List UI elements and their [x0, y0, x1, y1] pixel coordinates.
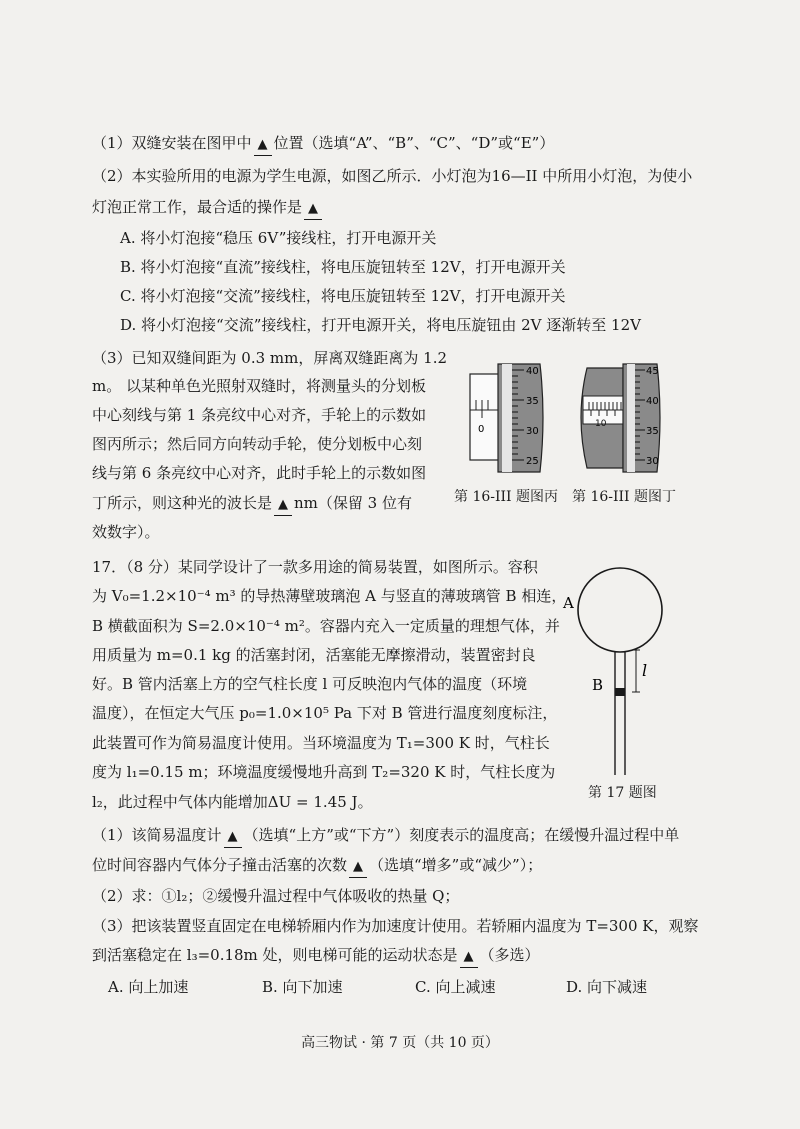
- q16-part3-line1: （3）已知双缝间距为 0.3 mm，屏离双缝距离为 1.2: [92, 349, 448, 367]
- q16-part2-line1: （2）本实验所用的电源为学生电源，如图乙所示．小灯泡为16—II 中所用小灯泡，为使小: [92, 167, 693, 185]
- q16-option-a: A. 将小灯泡接“稳压 6V”接线柱，打开电源开关: [120, 229, 437, 247]
- drum-label: 35: [526, 396, 539, 407]
- label-l: l: [642, 661, 648, 680]
- answer-blank: ▲: [274, 495, 292, 516]
- q16-part3-line3: 中心刻线与第 1 条亮纹中心对齐，手轮上的示数如: [92, 406, 427, 424]
- q17-part1-suffix: （选填“上方”或“下方”）刻度表示的温度高；在缓慢升温过程中单: [243, 826, 680, 844]
- drum-label: 35: [646, 426, 659, 437]
- answer-blank: ▲: [304, 199, 322, 220]
- q16-part3-line5: 线与第 6 条亮纹中心对齐，此时手轮上的示数如图: [92, 464, 427, 482]
- q17-line4: 用质量为 m=0.1 kg 的活塞封闭，活塞能无摩擦滑动，装置密封良: [92, 646, 536, 664]
- q16-part3-line4: 图丙所示；然后同方向转动手轮，使分划板中心刻: [92, 435, 423, 453]
- q17-line6: 温度），在恒定大气压 p₀=1.0×10⁵ Pa 下对 B 管进行温度刻度标注，: [92, 704, 558, 722]
- main-scale-label: 0: [478, 424, 485, 435]
- q17-line5: 好。B 管内活塞上方的空气柱长度 l 可反映泡内气体的温度（环境: [92, 675, 528, 693]
- q16-part1-prefix: （1）双缝安装在图甲中: [92, 134, 252, 152]
- q17-part1-line2-prefix: 位时间容器内气体分子撞击活塞的次数: [92, 856, 348, 874]
- answer-blank: ▲: [254, 135, 272, 156]
- q17-part1-line1: [92, 825, 679, 848]
- answer-blank: ▲: [224, 827, 242, 848]
- page-footer: 高三物试 · 第 7 页（共 10 页）: [301, 1035, 499, 1051]
- q16-part1-suffix: 位置（选填“A”、“B”、“C”、“D”或“E”）: [273, 134, 555, 152]
- q17-part1-prefix: （1）该简易温度计: [92, 826, 222, 844]
- q16-option-c: C. 将小灯泡接“交流”接线柱，将电压旋钮转至 12V，打开电源开关: [120, 287, 566, 305]
- q16-option-b: B. 将小灯泡接“直流”接线柱，将电压旋钮转至 12V，打开电源开关: [120, 258, 566, 276]
- q17-part3-line2-suffix: （多选）: [479, 946, 540, 964]
- bulb-tube-figure: [560, 560, 700, 780]
- q17-option-d: D. 向下减速: [566, 978, 648, 996]
- q16-option-d: D. 将小灯泡接“交流”接线柱，打开电源开关，将电压旋钮由 2V 逐渐转至 12V: [120, 316, 641, 334]
- q17-option-b: B. 向下加速: [262, 978, 343, 996]
- q17-part2: （2）求：①l₂；②缓慢升温过程中气体吸收的热量 Q；: [92, 887, 460, 905]
- q16-part2-line2-prefix: 灯泡正常工作，最合适的操作是: [92, 198, 303, 216]
- figure-caption-bing: 第 16-III 题图丙: [454, 489, 559, 505]
- drum-label: 30: [526, 426, 539, 437]
- q17-part1-line2: [92, 855, 542, 878]
- figure-caption-17: 第 17 题图: [588, 785, 657, 801]
- main-scale-label: 10: [595, 419, 607, 429]
- answer-blank: ▲: [349, 857, 367, 878]
- q16-part2-line2: [92, 197, 324, 220]
- q17-line7: 此装置可作为简易温度计使用。当环境温度为 T₁=300 K 时，气柱长: [92, 734, 550, 752]
- q17-option-a: A. 向上加速: [108, 978, 189, 996]
- micrometer-figure-bing: [468, 362, 568, 474]
- q17-part1-line2-suffix: （选填“增多”或“减少”）；: [369, 856, 543, 874]
- q16-part3-line6-suffix: nm（保留 3 位有: [294, 494, 412, 512]
- q17-part3-line1: （3）把该装置竖直固定在电梯轿厢内作为加速度计使用。若轿厢内温度为 T=300 K，观察: [92, 917, 699, 935]
- figure-caption-ding: 第 16-III 题图丁: [572, 489, 677, 505]
- q16-part3-line6: [92, 493, 412, 516]
- q17-line1: 17．（8 分）某同学设计了一款多用途的简易装置，如图所示。容积: [92, 558, 538, 576]
- q16-part3-line2: m。 以某种单色光照射双缝时，将测量头的分划板: [92, 377, 426, 395]
- q17-line8: 度为 l₁=0.15 m；环境温度缓慢地升高到 T₂=320 K 时，气柱长度为: [92, 763, 556, 781]
- q16-part1: [92, 133, 554, 156]
- drum-label: 40: [646, 396, 659, 407]
- drum-label: 30: [646, 456, 659, 467]
- q17-option-c: C. 向上减速: [415, 978, 496, 996]
- q17-part3-line2: [92, 945, 540, 968]
- micrometer-figure-ding: [573, 362, 683, 474]
- piston: [615, 688, 625, 696]
- drum-label: 25: [526, 456, 539, 467]
- q16-part3-line6-prefix: 丁所示，则这种光的波长是: [92, 494, 273, 512]
- answer-blank: ▲: [460, 947, 478, 968]
- q16-part3-line7: 效数字）。: [92, 523, 160, 541]
- q17-line2: 为 V₀=1.2×10⁻⁴ m³ 的导热薄壁玻璃泡 A 与竖直的薄玻璃管 B 相连，: [92, 587, 567, 605]
- drum-label: 40: [526, 366, 539, 377]
- q17-line3: B 横截面积为 S=2.0×10⁻⁴ m²。容器内充入一定质量的理想气体，并: [92, 617, 560, 635]
- q17-part3-line2-prefix: 到活塞稳定在 l₃=0.18m 处，则电梯可能的运动状态是: [92, 946, 458, 964]
- label-a: A: [563, 594, 574, 612]
- q17-line9: l₂，此过程中气体内能增加ΔU = 1.45 J。: [92, 793, 373, 811]
- drum-label: 45: [646, 366, 659, 377]
- label-b: B: [592, 676, 604, 694]
